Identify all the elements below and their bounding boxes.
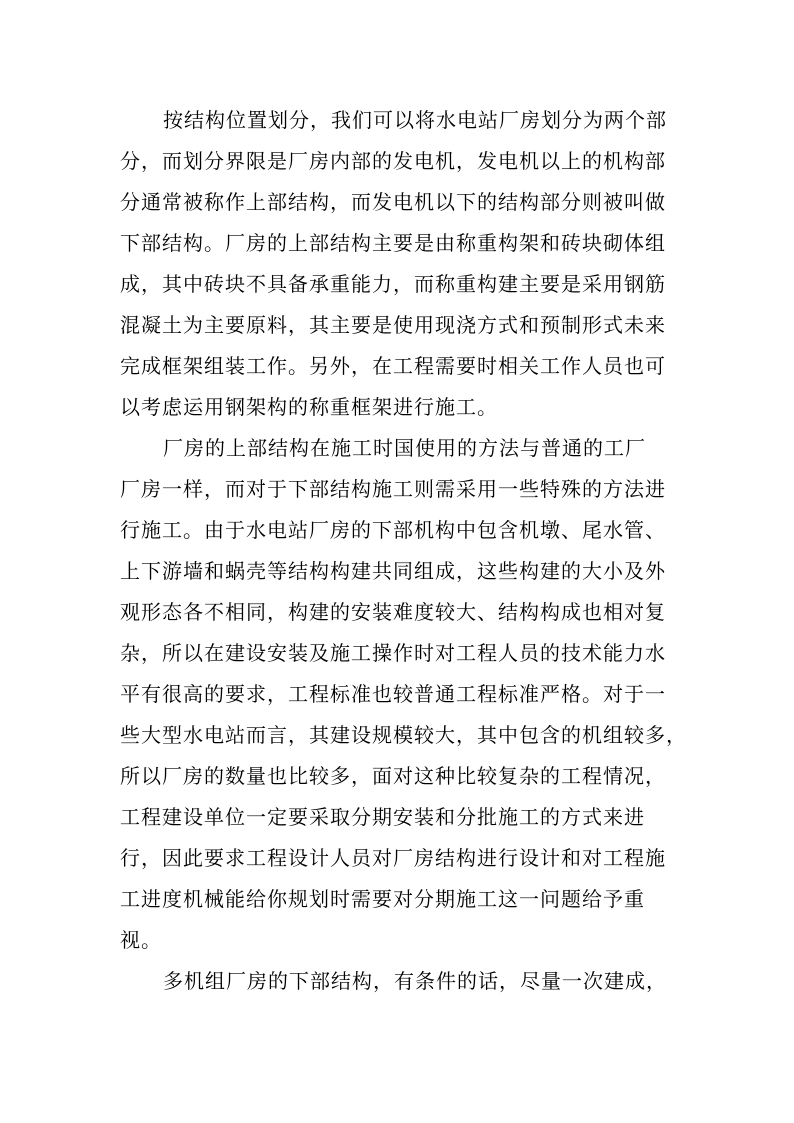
text-line: 下部结构。厂房的上部结构主要是由称重构架和砖块砌体组: [120, 231, 666, 255]
text-line: 些大型水电站而言，其建设规模较大，其中包含的机组较多，: [120, 723, 687, 747]
text-line: 按结构位置划分，我们可以将水电站厂房划分为两个部: [163, 108, 667, 132]
text-line: 平有很高的要求，工程标准也较普通工程标准严格。对于一: [120, 682, 666, 706]
text-line: 完成框架组装工作。另外，在工程需要时相关工作人员也可: [120, 354, 666, 378]
text-line: 以考虑运用钢架构的称重框架进行施工。: [120, 395, 498, 419]
text-line: 行，因此要求工程设计人员对厂房结构进行设计和对工程施: [120, 846, 666, 870]
text-line: 上下游墙和蜗壳等结构构建共同组成，这些构建的大小及外: [120, 559, 666, 583]
text-line: 视。: [120, 928, 162, 952]
text-line: 成，其中砖块不具备承重能力，而称重构建主要是采用钢筋: [120, 272, 666, 296]
document-body: [120, 100, 687, 1002]
text-line: 杂，所以在建设安装及施工操作时对工程人员的技术能力水: [120, 641, 666, 665]
text-line: 多机组厂房的下部结构，有条件的话，尽量一次建成，: [163, 969, 667, 993]
text-line: 行施工。由于水电站厂房的下部机构中包含机墩、尾水管、: [120, 518, 666, 542]
paragraph-1: [120, 100, 682, 428]
paragraph-2: [120, 428, 687, 961]
paragraph-3: [120, 961, 682, 1002]
text-line: 厂房一样，而对于下部结构施工则需采用一些特殊的方法进: [120, 477, 666, 501]
text-line: 观形态各不相同，构建的安装难度较大、结构构成也相对复: [120, 600, 666, 624]
text-line: 所以厂房的数量也比较多，面对这种比较复杂的工程情况，: [120, 764, 666, 788]
text-line: 分，而划分界限是厂房内部的发电机，发电机以上的机构部: [120, 149, 666, 173]
text-line: 混凝土为主要原料，其主要是使用现浇方式和预制形式未来: [120, 313, 666, 337]
text-line: 工进度机械能给你规划时需要对分期施工这一问题给予重: [120, 887, 645, 911]
text-line: 分通常被称作上部结构，而发电机以下的结构部分则被叫做: [120, 190, 666, 214]
text-line: 厂房的上部结构在施工时国使用的方法与普通的工厂: [163, 436, 646, 460]
text-line: 工程建设单位一定要采取分期安装和分批施工的方式来进: [120, 805, 645, 829]
